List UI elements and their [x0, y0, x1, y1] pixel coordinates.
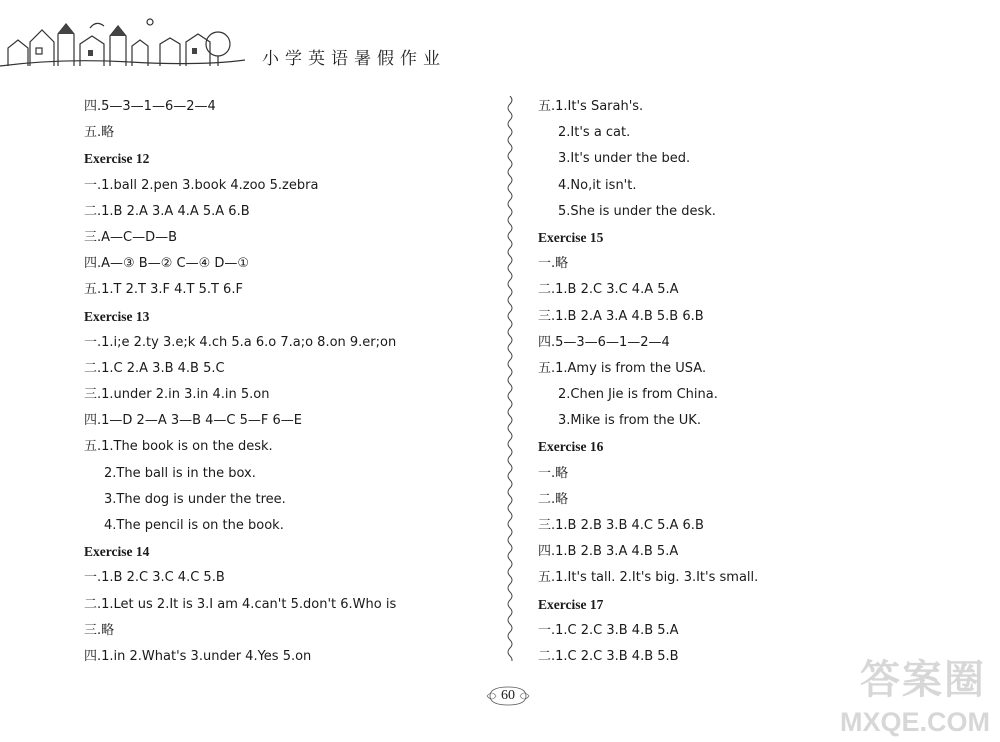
header-illustration: [0, 14, 245, 84]
answer-line: 五.1.T 2.T 3.F 4.T 5.T 6.F: [84, 282, 243, 298]
answer-line: 一.1.C 2.C 3.B 4.B 5.A: [538, 622, 679, 638]
answer-line: 二.1.B 2.C 3.C 4.A 5.A: [538, 282, 679, 298]
answer-line: 4.No,it isn't.: [558, 177, 637, 193]
answer-line: 三.1.B 2.B 3.B 4.C 5.A 6.B: [538, 518, 704, 533]
left-answer-column: [84, 94, 484, 670]
answer-line: 四.5—3—6—1—2—4: [538, 334, 670, 350]
answer-line: 三.略: [84, 622, 115, 638]
answer-line: 一.1.i;e 2.ty 3.e;k 4.ch 5.a 6.o 7.a;o 8.on 9.er;on: [84, 334, 397, 350]
answer-line: 二.1.C 2.C 3.B 4.B 5.B: [538, 648, 679, 664]
answer-line: 三.1.B 2.A 3.A 4.B 5.B 6.B: [538, 308, 704, 324]
column-divider: [503, 96, 517, 661]
answer-line: 四.1.B 2.B 3.A 4.B 5.A: [538, 544, 679, 560]
answer-line: 2.Chen Jie is from China.: [558, 387, 718, 403]
answer-line: 3.It's under the bed.: [558, 151, 691, 167]
answer-line: 二.略: [538, 491, 569, 507]
right-answer-column: [538, 94, 978, 670]
answer-line: 四.1.in 2.What's 3.under 4.Yes 5.on: [84, 648, 312, 664]
watermark-logo-text: 答案圈: [860, 657, 986, 703]
answer-line: 三.1.under 2.in 3.in 4.in 5.on: [84, 387, 270, 403]
answer-line: 4.The pencil is on the book.: [104, 518, 284, 533]
answer-line: 五.1.It's Sarah's.: [538, 99, 644, 114]
answer-line: 2.The ball is in the box.: [104, 465, 256, 481]
answer-line: 五.1.Amy is from the USA.: [538, 360, 707, 376]
watermark: [804, 646, 994, 738]
answer-line: 一.略: [538, 465, 569, 481]
answer-line: 五.1.It's tall. 2.It's big. 3.It's small.: [538, 570, 759, 586]
exercise-heading: Exercise 15: [538, 229, 604, 245]
page-number: [486, 684, 530, 708]
answer-line: 5.She is under the desk.: [558, 203, 716, 219]
page-number-text: 60: [501, 688, 515, 703]
exercise-heading: Exercise 17: [538, 596, 604, 612]
answer-line: 2.It's a cat.: [558, 125, 631, 141]
answer-line: 四.5—3—1—6—2—4: [84, 99, 216, 114]
answer-line: 五.略: [84, 125, 115, 141]
exercise-heading: Exercise 13: [84, 308, 150, 324]
answer-line: 五.1.The book is on the desk.: [84, 439, 273, 455]
answer-line: 一.略: [538, 256, 569, 272]
answer-line: 一.1.B 2.C 3.C 4.C 5.B: [84, 570, 225, 586]
answer-line: 3.Mike is from the UK.: [558, 413, 701, 429]
answer-line: 二.1.B 2.A 3.A 4.A 5.A 6.B: [84, 203, 250, 219]
exercise-heading: Exercise 16: [538, 439, 604, 455]
answer-line: 四.A—③ B—② C—④ D—①: [84, 256, 250, 272]
answer-line: 一.1.ball 2.pen 3.book 4.zoo 5.zebra: [84, 177, 319, 193]
exercise-heading: Exercise 14: [84, 544, 150, 560]
answer-line: 四.1—D 2—A 3—B 4—C 5—F 6—E: [84, 413, 303, 429]
exercise-heading: Exercise 12: [84, 151, 150, 167]
answer-line: 3.The dog is under the tree.: [104, 491, 286, 507]
page-title: 小学英语暑假作业: [262, 49, 446, 69]
watermark-url: MXQE.COM: [839, 707, 990, 737]
answer-line: 三.A—C—D—B: [84, 229, 178, 245]
answer-line: 二.1.Let us 2.It is 3.I am 4.can't 5.don't 6.Who is: [84, 596, 397, 612]
answer-line: 二.1.C 2.A 3.B 4.B 5.C: [84, 360, 225, 376]
